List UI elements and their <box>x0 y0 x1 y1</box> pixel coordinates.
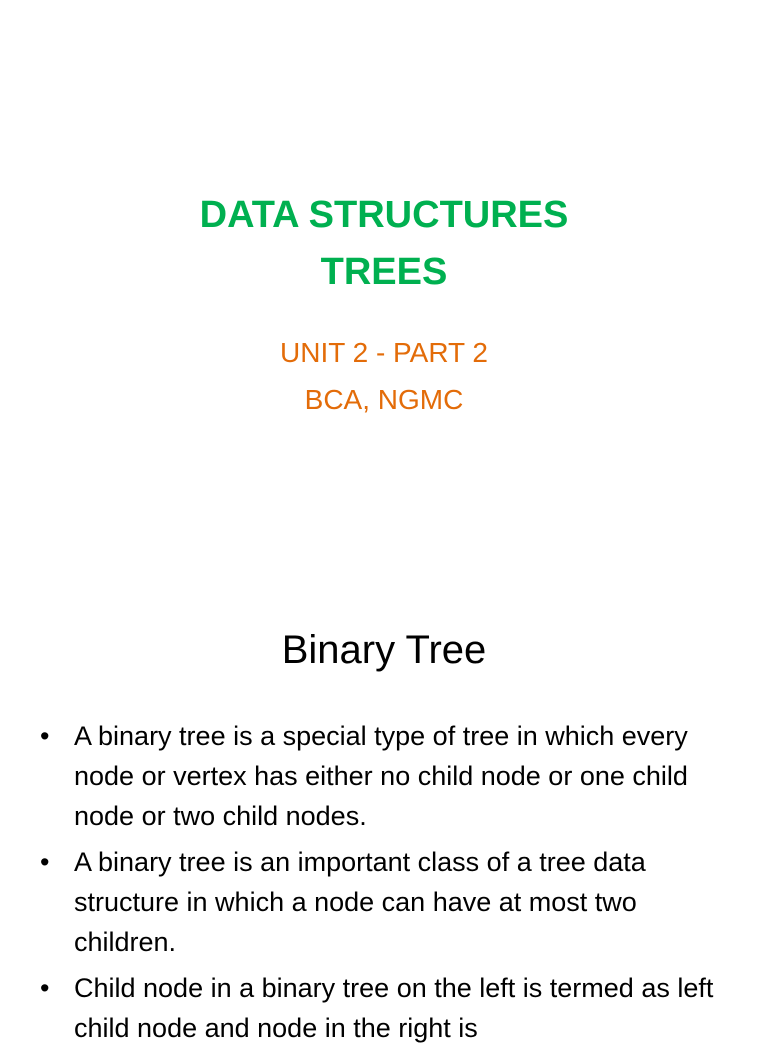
bullet-text: Child node in a binary tree on the left is termed as left child node and node in the right is <box>74 973 714 1043</box>
bullet-dot-icon: • <box>40 973 50 1003</box>
bullet-item <box>40 716 740 836</box>
title-line-1: DATA STRUCTURES <box>199 194 569 236</box>
bullet-item <box>40 842 740 962</box>
subtitle-line-2: BCA, NGMC <box>304 384 464 415</box>
title-line-2: TREES <box>320 251 448 293</box>
slide-heading: Binary Tree <box>281 628 487 672</box>
bullet-item <box>40 968 740 1048</box>
bullet-text: A binary tree is an important class of a tree data structure in which a node can have at most two children. <box>74 847 646 957</box>
bullet-list <box>40 716 740 1054</box>
subtitle-line-1: UNIT 2 - PART 2 <box>280 337 488 368</box>
bullet-dot-icon: • <box>40 847 50 877</box>
binary-tree-slide <box>0 576 768 1043</box>
bullet-text: A binary tree is a special type of tree in which every node or vertex has either no child node or one child node or two child nodes. <box>74 721 688 831</box>
bullet-dot-icon: • <box>40 721 50 751</box>
